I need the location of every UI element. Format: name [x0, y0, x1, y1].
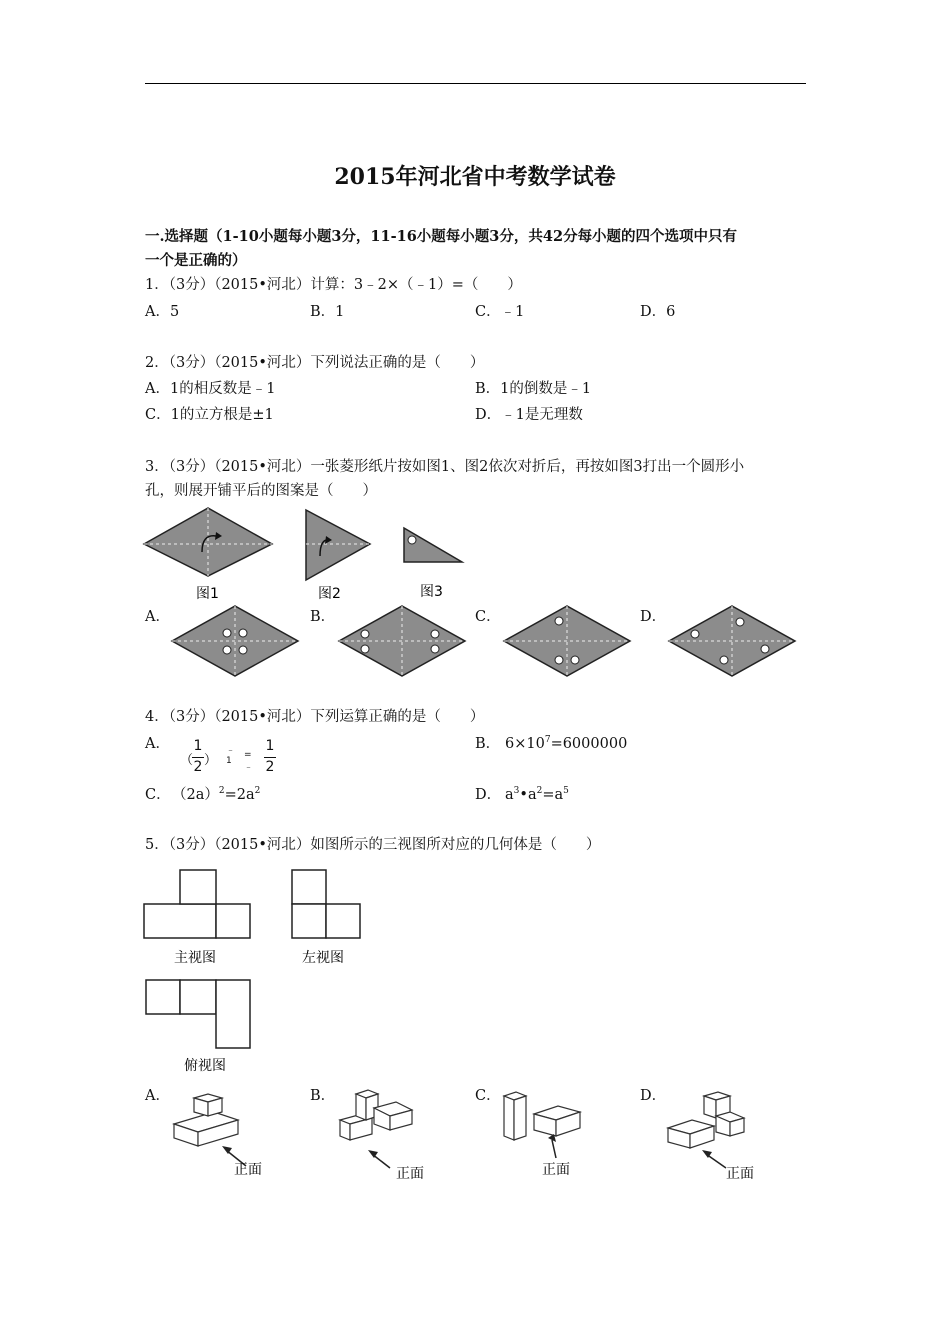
section-heading-line1: 一.选择题（1-10小题每小题3分，11-16小题每小题3分，共42分每小题的四个选项中只有 — [145, 228, 738, 245]
q3-option-b-figure — [337, 604, 467, 678]
q3-stem-line2: 孔，则展开铺平后的图案是（ ） — [145, 483, 377, 499]
fig2-label: 图2 — [318, 586, 341, 602]
q2-option-c: C．1的立方根是±1 — [145, 407, 274, 423]
q1-stem: 1．（3分）（2015•河北）计算：3﹣2×（﹣1）=（ ） — [145, 277, 522, 293]
front-view — [144, 870, 250, 938]
fig1-label: 图1 — [196, 586, 219, 602]
q3-stem-line1: 3．（3分）（2015•河北）一张菱形纸片按如图1、图2依次对折后，再按如图3打出一个圆形小 — [145, 459, 745, 475]
q5-option-c-figure — [500, 1084, 610, 1182]
header-rule — [145, 83, 806, 84]
q5-option-d-front-label: 正面 — [726, 1166, 754, 1182]
fig2-triangle — [306, 510, 370, 580]
q5-stem: 5．（3分）（2015•河北）如图所示的三视图所对应的几何体是（ ） — [145, 837, 601, 853]
q5-option-d-letter: D． — [640, 1088, 667, 1104]
q5-option-b-figure — [336, 1084, 446, 1182]
q3-option-a-letter: A． — [145, 609, 170, 625]
q3-option-d-letter: D． — [640, 609, 667, 625]
page-title: 2015年河北省中考数学试卷 — [334, 164, 616, 190]
left-view — [292, 870, 360, 938]
q5-option-c-front-label: 正面 — [542, 1162, 570, 1178]
q5-option-a-letter: A． — [145, 1088, 170, 1104]
top-view — [146, 980, 250, 1048]
q3-option-c-letter: C． — [475, 609, 501, 625]
fig3-label: 图3 — [420, 584, 443, 600]
q1-option-c: C．﹣1 — [475, 304, 525, 320]
q2-option-a: A．1的相反数是﹣1 — [145, 381, 276, 397]
q4-option-c-expression: $(2a)^2=2a^2$ — [172, 786, 261, 803]
q4-option-d-letter: D． — [475, 787, 502, 803]
q5-option-a-figure — [168, 1084, 278, 1182]
q5-option-b-letter: B． — [310, 1088, 336, 1104]
section-heading-line2: 一个是正确的） — [145, 252, 247, 269]
q1-option-d: D．6 — [640, 304, 676, 320]
q3-option-d-figure — [667, 604, 797, 678]
left-view-label: 左视图 — [302, 950, 344, 966]
q4-option-b-letter: B． — [475, 736, 501, 752]
q2-option-d: D．﹣1是无理数 — [475, 407, 583, 423]
q3-option-a-figure — [170, 604, 300, 678]
front-view-label: 主视图 — [174, 950, 216, 966]
q1-option-a: A．5 — [145, 304, 180, 320]
q4-option-a-letter: A． — [145, 736, 170, 752]
q4-option-c-letter: C． — [145, 787, 171, 803]
q1-option-b: B．1 — [310, 304, 345, 320]
q4-stem: 4．（3分）（2015•河北）下列运算正确的是（ ） — [145, 709, 485, 725]
q5-option-a-front-label: 正面 — [234, 1162, 262, 1178]
q3-option-b-letter: B． — [310, 609, 336, 625]
q2-option-b: B．1的倒数是﹣1 — [475, 381, 592, 397]
q5-three-views — [140, 866, 380, 1076]
fig1-rhombus — [144, 508, 272, 576]
q4-option-b-expression: $6\times 10^7=6000000$ — [505, 735, 628, 752]
q4-option-d-expression: $a^3•a^2=a^5$ — [505, 786, 569, 803]
q3-fold-figures — [140, 504, 480, 604]
q5-option-c-letter: C． — [475, 1088, 501, 1104]
q5-option-d-figure — [664, 1084, 774, 1182]
top-view-label: 俯视图 — [184, 1058, 226, 1074]
q5-option-b-front-label: 正面 — [396, 1166, 424, 1182]
fig3-small-triangle — [404, 528, 462, 562]
q2-stem: 2．（3分）（2015•河北）下列说法正确的是（ ） — [145, 355, 485, 371]
q3-option-c-figure — [502, 604, 632, 678]
